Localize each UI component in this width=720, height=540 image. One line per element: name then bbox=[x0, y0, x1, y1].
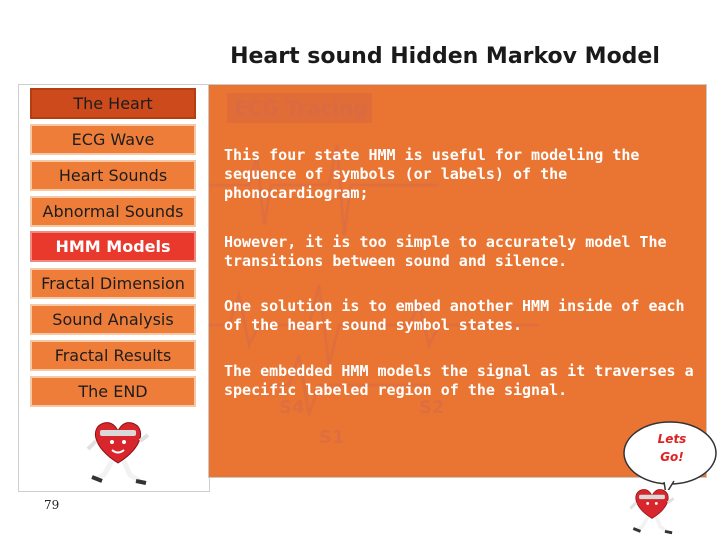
paragraph-4: The embedded HMM models the signal as it traverses a specific labeled region of the signal. bbox=[224, 362, 694, 399]
ecg-tracing-background bbox=[209, 85, 706, 477]
speech-bubble bbox=[620, 420, 720, 490]
s2-label: S2 bbox=[419, 397, 445, 418]
nav-hmm-models[interactable]: HMM Models bbox=[30, 231, 196, 262]
running-heart-mascot bbox=[82, 415, 154, 493]
nav-fractal-dimension[interactable]: Fractal Dimension bbox=[30, 268, 196, 299]
nav-the-end[interactable]: The END bbox=[30, 376, 196, 407]
slide-title: Heart sound Hidden Markov Model bbox=[230, 44, 660, 69]
bubble-text-line1: Lets bbox=[657, 432, 687, 446]
content-panel bbox=[208, 84, 707, 478]
page-number: 79 bbox=[44, 498, 60, 512]
nav-the-heart[interactable]: The Heart bbox=[30, 88, 196, 119]
ecg-tracing-label: ECG Tracing bbox=[234, 96, 368, 120]
nav-ecg-wave[interactable]: ECG Wave bbox=[30, 124, 196, 155]
nav-abnormal-sounds[interactable]: Abnormal Sounds bbox=[30, 196, 196, 227]
s1-label: S1 bbox=[319, 427, 345, 448]
nav-fractal-results[interactable]: Fractal Results bbox=[30, 340, 196, 371]
nav-sound-analysis[interactable]: Sound Analysis bbox=[30, 304, 196, 335]
paragraph-3: One solution is to embed another HMM inside of each of the heart sound symbol states. bbox=[224, 297, 685, 334]
paragraph-2: However, it is too simple to accurately model The transitions between sound and silence. bbox=[224, 233, 667, 270]
bubble-text-line2: Go! bbox=[660, 450, 684, 464]
running-heart-mascot-small bbox=[626, 484, 678, 540]
nav-heart-sounds[interactable]: Heart Sounds bbox=[30, 160, 196, 191]
paragraph-1: This four state HMM is useful for modeling the sequence of symbols (or labels) of the phonocardiogram; bbox=[224, 146, 640, 202]
s4-label: S4 bbox=[279, 397, 305, 418]
